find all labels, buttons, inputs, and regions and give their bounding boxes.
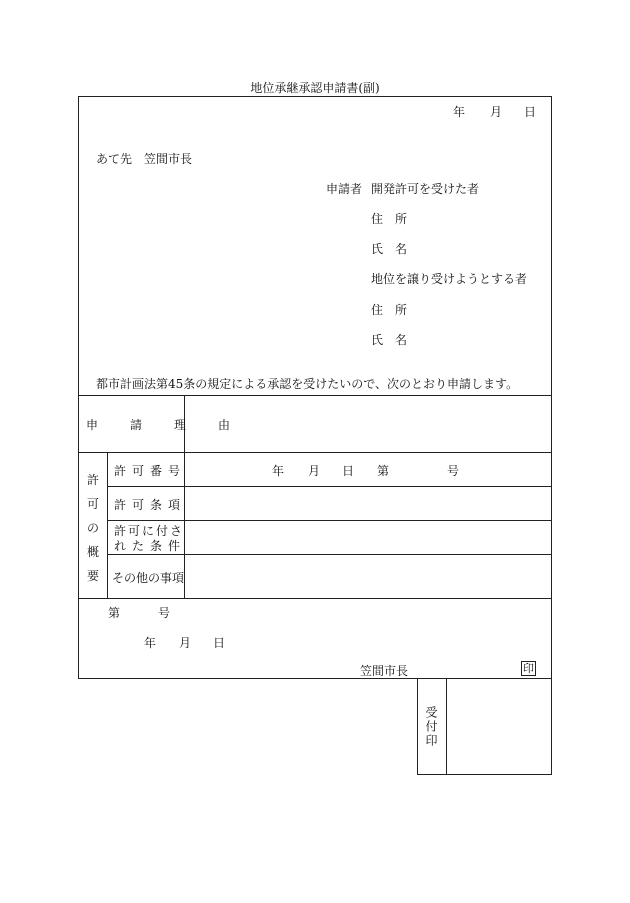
- other-items-label: その他の事項: [112, 571, 185, 585]
- seal-stamp-icon: 印: [523, 662, 534, 675]
- permit-number-label: 許可番号: [114, 464, 187, 478]
- summary-side-label: 許可の概要: [86, 473, 99, 583]
- side-column-line: [107, 452, 108, 598]
- form-title: 地位承継承認申請書(副): [250, 81, 380, 95]
- attached-conditions-label-1: 許可に付さ: [114, 524, 185, 538]
- row-line-2: [107, 520, 552, 521]
- applicant-sub-label: 開発許可を受けた者: [371, 182, 480, 196]
- permit-conditions-label: 許可条項: [114, 498, 187, 512]
- other-items-field[interactable]: [190, 558, 546, 594]
- date-month: 月: [490, 105, 503, 119]
- approval-mayor: 笠間市長: [360, 664, 409, 678]
- transferee-label: 地位を譲り受けようとする者: [371, 272, 528, 286]
- approval-dai: 第: [108, 606, 121, 620]
- transferee-address-label: 住 所: [371, 303, 408, 317]
- attached-conditions-field[interactable]: [190, 524, 546, 550]
- table-top-line: [78, 395, 552, 396]
- applicant-name-label: 氏 名: [371, 242, 408, 256]
- applicant-address-label: 住 所: [371, 212, 408, 226]
- reason-field[interactable]: [190, 400, 546, 448]
- reason-bottom-line: [78, 452, 552, 453]
- table-bottom-line: [78, 598, 552, 599]
- permit-conditions-field[interactable]: [190, 490, 546, 516]
- permit-go: 号: [447, 464, 460, 478]
- transferee-name-label: 氏 名: [371, 333, 408, 347]
- applicant-label: 申請者: [326, 182, 363, 196]
- reason-label: 申 請 理 由: [86, 418, 241, 432]
- statement-text: 都市計画法第45条の規定による承認を受けたいので、次のとおり申請します。: [96, 377, 519, 391]
- receipt-divider: [446, 678, 447, 775]
- receipt-stamp-field[interactable]: [450, 682, 548, 771]
- date-day: 日: [524, 105, 537, 119]
- attached-conditions-label-2: れた条件: [114, 539, 187, 553]
- approval-go: 号: [158, 606, 171, 620]
- row-line-3: [107, 554, 552, 555]
- approval-year: 年: [144, 636, 157, 650]
- receipt-stamp-label: 受付印: [424, 706, 438, 748]
- approval-day: 日: [213, 636, 226, 650]
- approval-month: 月: [179, 636, 192, 650]
- row-line-1: [107, 486, 552, 487]
- permit-month: 月: [308, 464, 321, 478]
- permit-dai: 第: [377, 464, 390, 478]
- permit-year: 年: [272, 464, 285, 478]
- permit-day: 日: [342, 464, 355, 478]
- addressee: あて先 笠間市長: [96, 152, 193, 166]
- date-year: 年: [453, 105, 466, 119]
